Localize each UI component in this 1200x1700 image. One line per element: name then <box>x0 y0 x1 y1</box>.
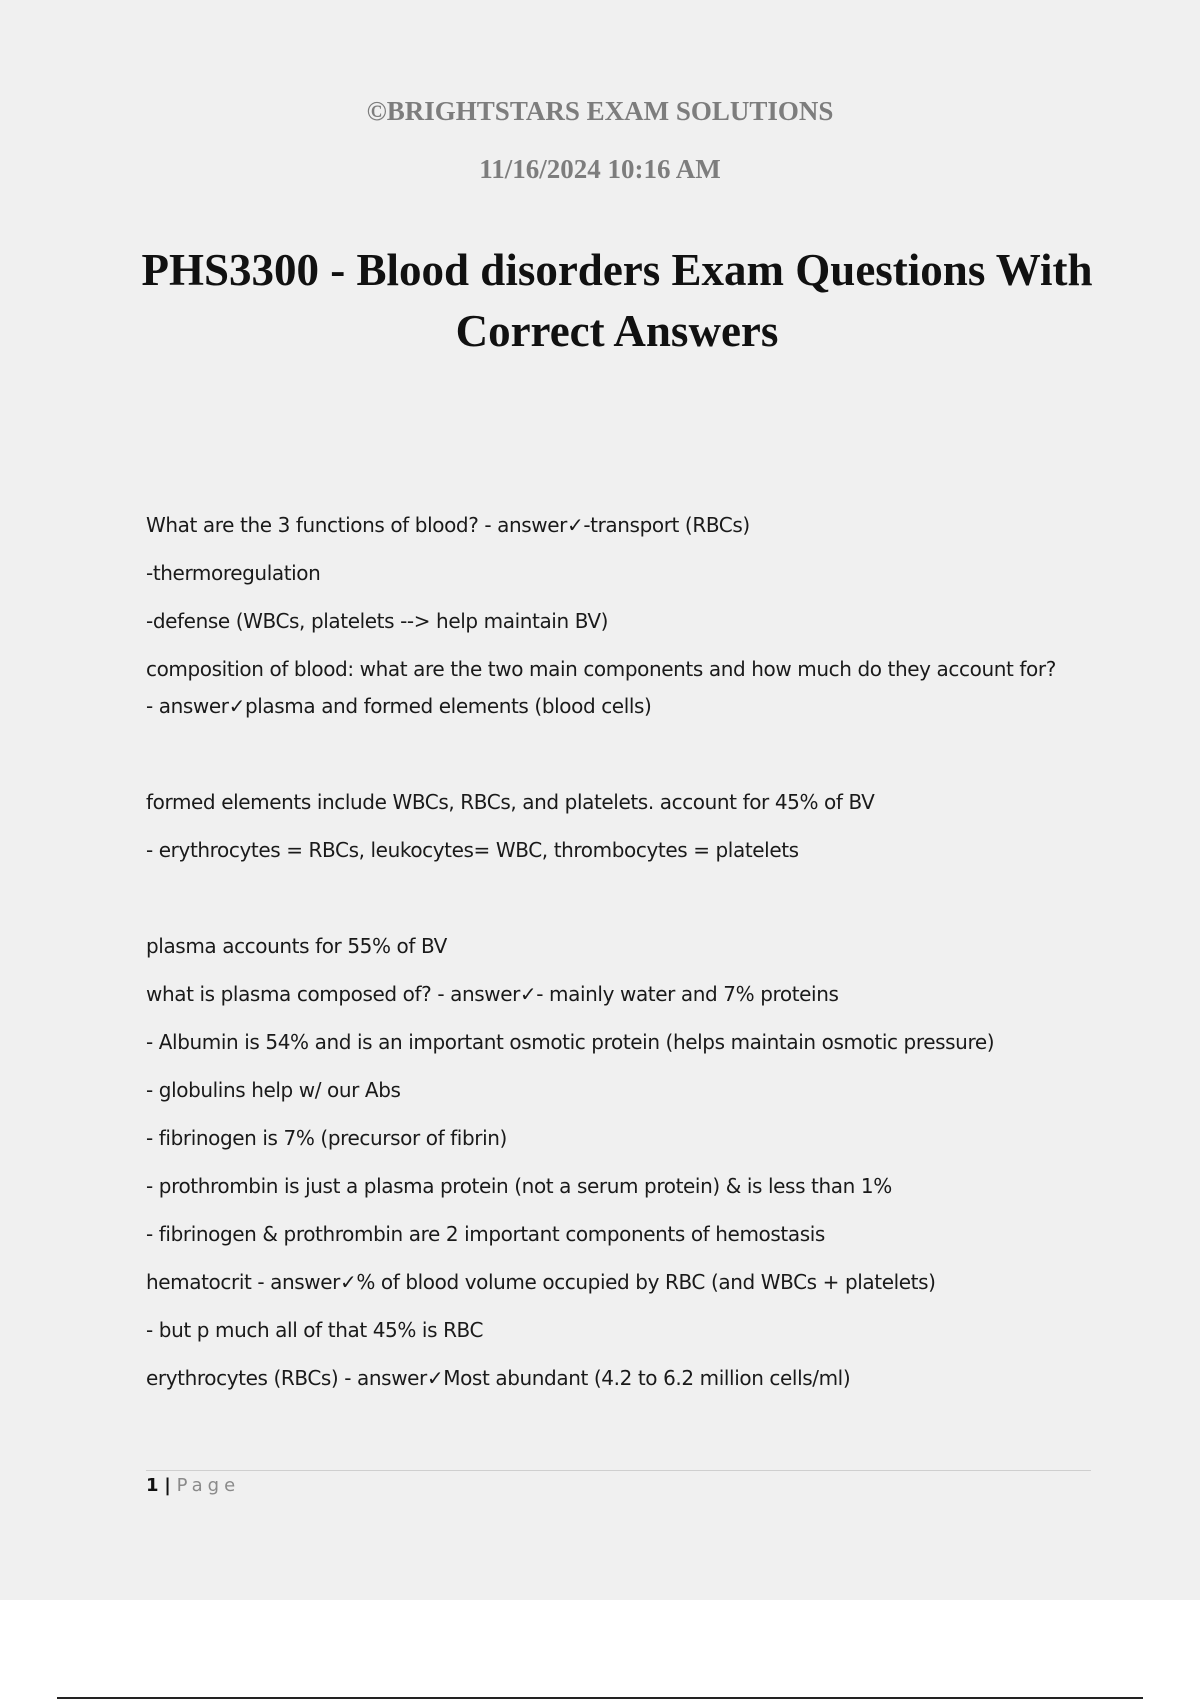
page-footer <box>146 1474 240 1498</box>
body-line: composition of blood: what are the two main components and how much do they account for? <box>146 657 1056 681</box>
page-label: Page <box>176 1475 241 1496</box>
next-page-rule <box>57 1697 1143 1699</box>
page-number: 1 <box>146 1475 159 1496</box>
timestamp-header: 11/16/2024 10:16 AM <box>479 154 721 184</box>
footer-divider <box>146 1470 1091 1471</box>
footer-separator: | <box>164 1475 171 1496</box>
body-line: - erythrocytes = RBCs, leukocytes= WBC, thrombocytes = platelets <box>146 838 799 862</box>
body-line: hematocrit - answer✓% of blood volume occupied by RBC (and WBCs + platelets) <box>146 1270 936 1294</box>
body-line: What are the 3 functions of blood? - answer✓-transport (RBCs) <box>146 513 750 537</box>
body-line: - answer✓plasma and formed elements (blood cells) <box>146 694 652 718</box>
body-line: plasma accounts for 55% of BV <box>146 934 447 958</box>
body-line: -defense (WBCs, platelets --> help maintain BV) <box>146 609 609 633</box>
body-line: - Albumin is 54% and is an important osmotic protein (helps maintain osmotic pressure) <box>146 1030 995 1054</box>
body-line: - globulins help w/ our Abs <box>146 1078 401 1102</box>
paragraph-spacer <box>146 738 1096 786</box>
document-title: PHS3300 - Blood disorders Exam Questions With Correct Answers <box>141 245 1093 356</box>
copyright-header: ©BRIGHTSTARS EXAM SOLUTIONS <box>366 96 834 126</box>
document-body <box>146 509 1096 1410</box>
paragraph-spacer <box>146 882 1096 930</box>
body-line: what is plasma composed of? - answer✓- mainly water and 7% proteins <box>146 982 839 1006</box>
body-line: erythrocytes (RBCs) - answer✓Most abundant (4.2 to 6.2 million cells/ml) <box>146 1366 851 1390</box>
body-line: -thermoregulation <box>146 561 321 585</box>
body-line: - prothrombin is just a plasma protein (not a serum protein) & is less than 1% <box>146 1174 892 1198</box>
body-line: - fibrinogen & prothrombin are 2 important components of hemostasis <box>146 1222 825 1246</box>
body-line: - but p much all of that 45% is RBC <box>146 1318 484 1342</box>
body-line: - fibrinogen is 7% (precursor of fibrin) <box>146 1126 507 1150</box>
body-line: formed elements include WBCs, RBCs, and platelets. account for 45% of BV <box>146 790 875 814</box>
